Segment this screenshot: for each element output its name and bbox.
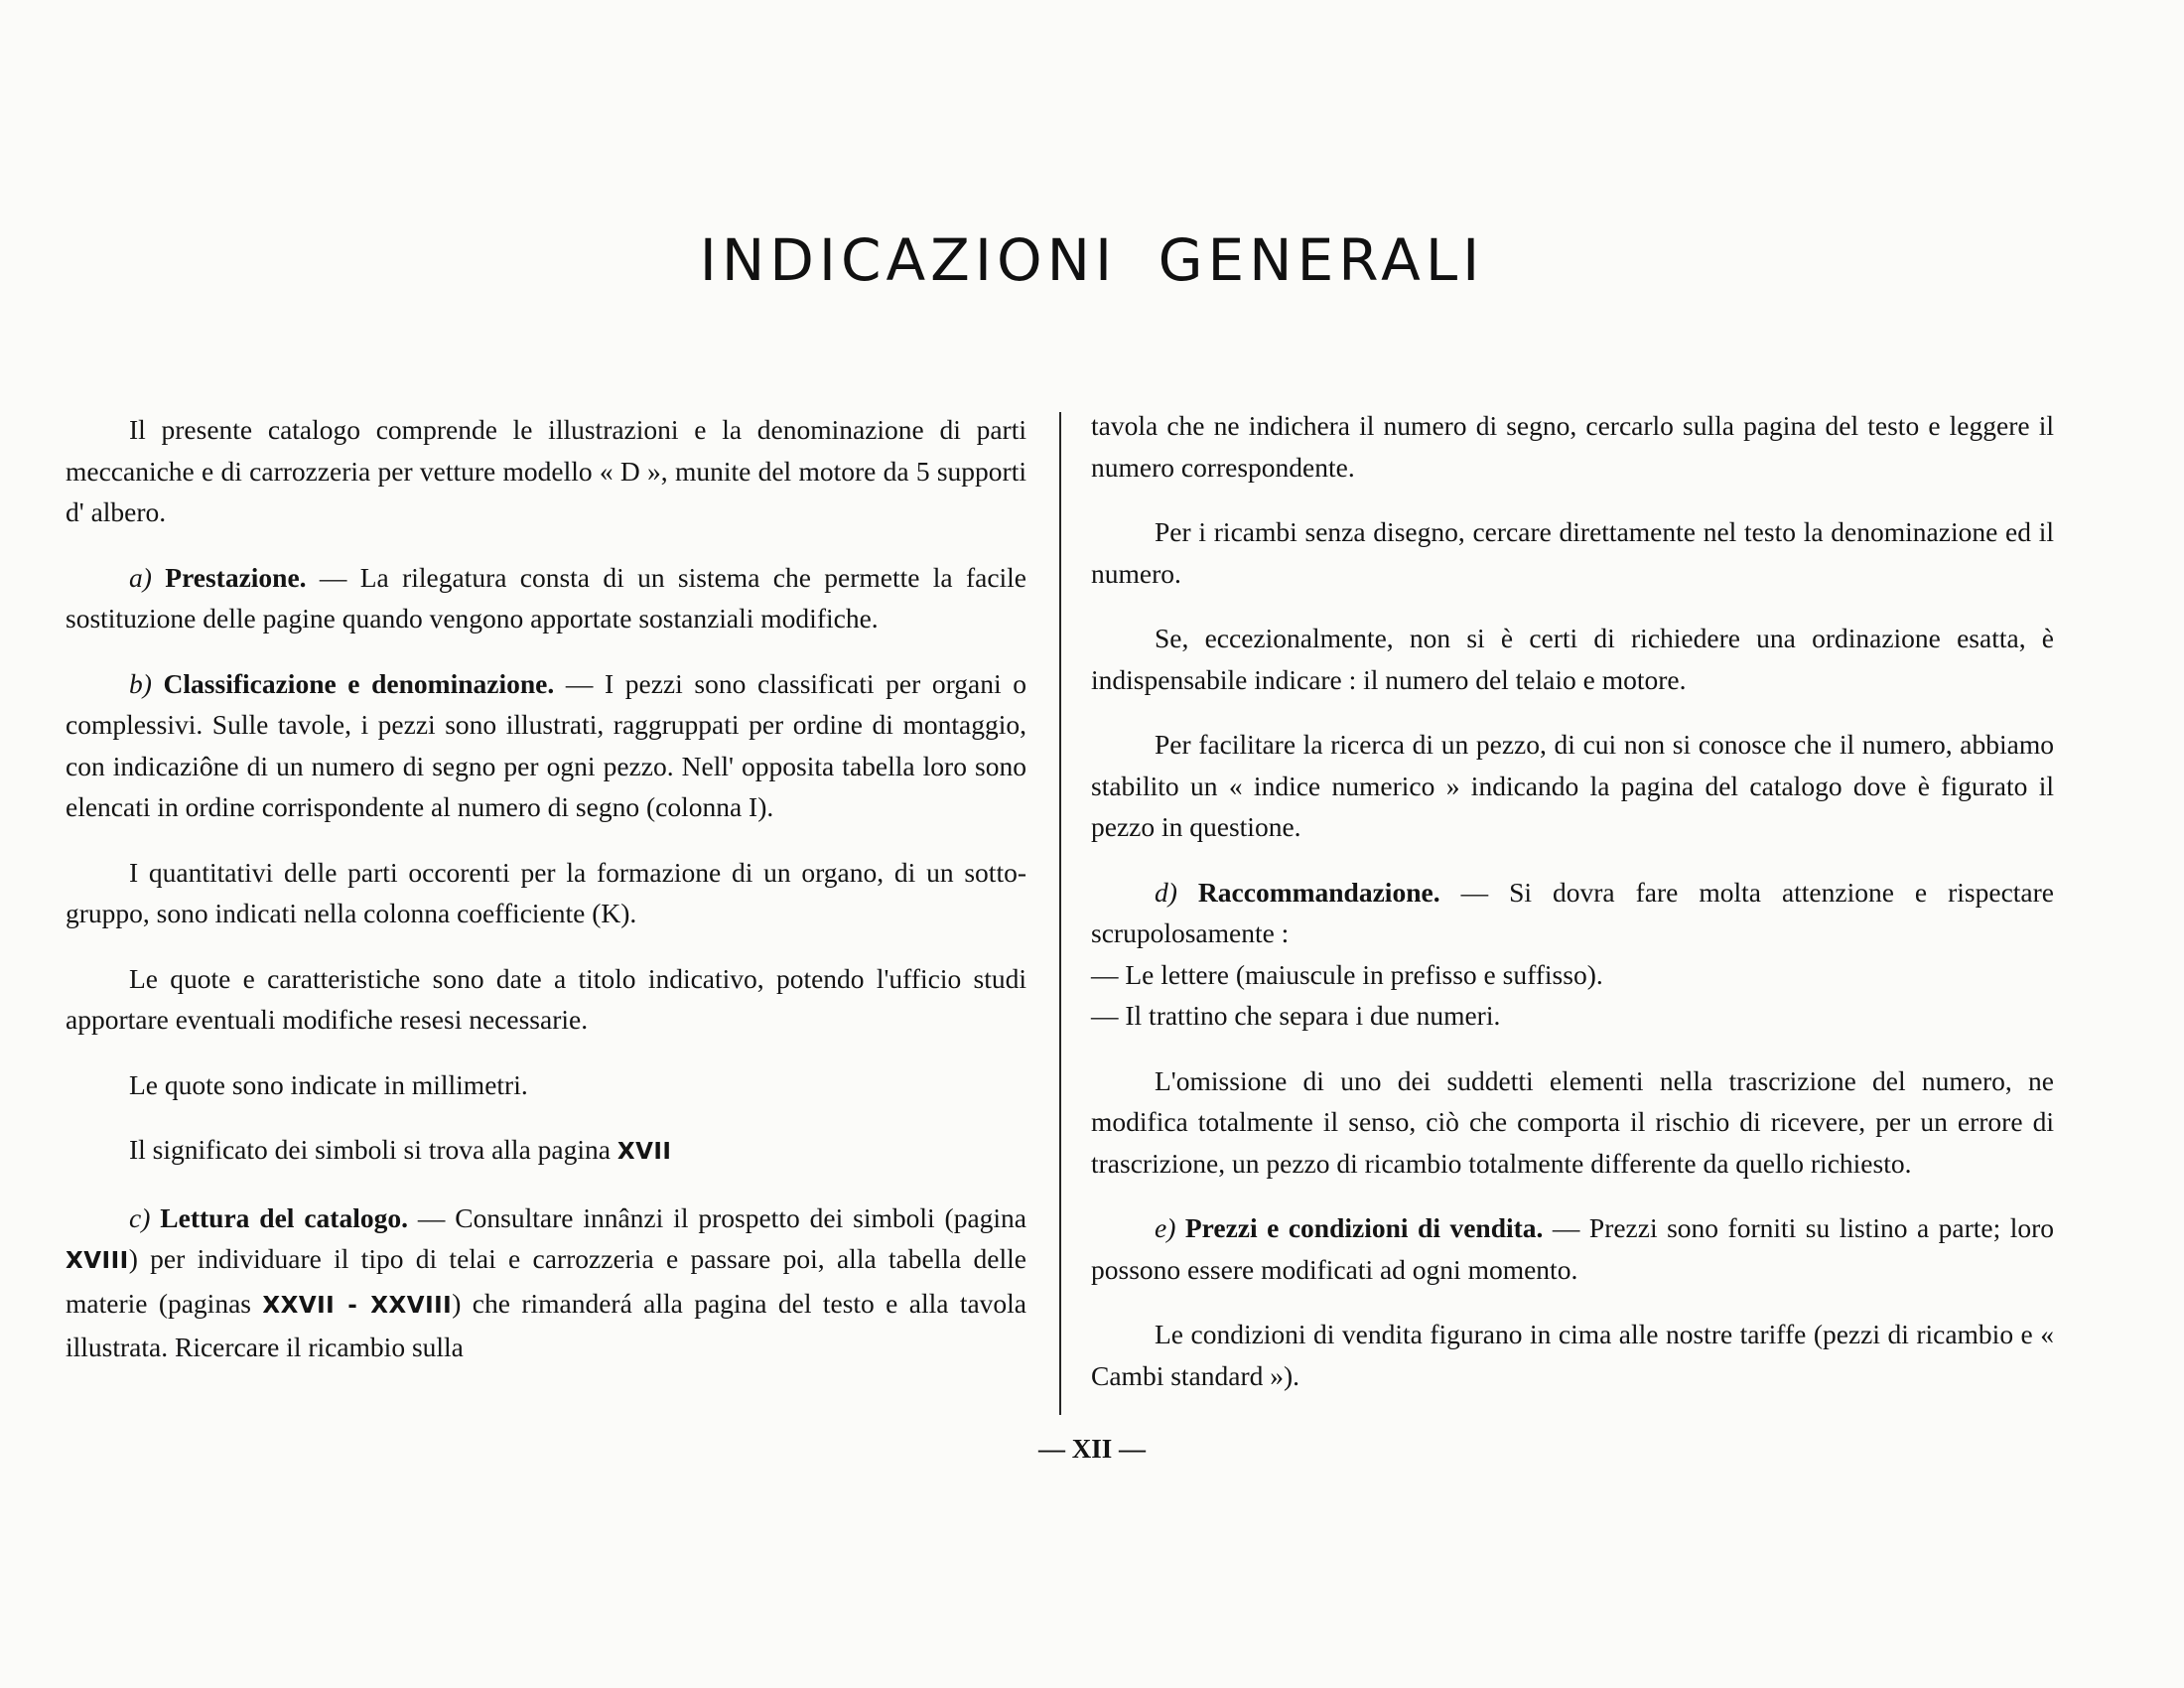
intro-paragraph: Il presente catalogo comprende le illustrazioni e la denominazione di parti meccaniche e di carrozzeria per vetture modello « D », munite del motore da 5 supporti d' albero.: [66, 414, 1026, 527]
left-column: [66, 409, 1026, 1368]
section-b-letter: b): [129, 667, 152, 699]
quantitativi-paragraph: I quantitativi delle parti occorenti per la formazione di un organo, di un sotto-gruppo, sono indicati nella colonna coefficiente (K).: [66, 856, 1026, 928]
page-number: — XII —: [1037, 1434, 1146, 1464]
section-d-item-2: — Il trattino che separa i due numeri.: [1091, 1000, 1501, 1031]
section-e-text: — Prezzi sono forniti su listino a parte; loro possono essere modificati ad ogni momento.: [1091, 1212, 2055, 1285]
facilitare-paragraph: Per facilitare la ricerca di un pezzo, di cui non si conosce che il numero, abbiamo stabilito un « indice numerico » indicando la pagina del catalogo dove è figurato il pezzo in questione.: [1091, 729, 2054, 842]
section-d-raccommandazione: [1091, 872, 2054, 954]
eccezionalmente-paragraph: Se, eccezionalmente, non si è certi di richiedere una ordinazione esatta, è indispensabile indicare : il numero del telaio e motore.: [1091, 623, 2054, 695]
section-e-prezzi: [1091, 1207, 2054, 1290]
page-title: INDICAZIONI GENERALI: [699, 226, 1485, 294]
millimetri-paragraph: Le quote sono indicate in millimetri.: [129, 1068, 528, 1100]
section-d-text: — Si dovra fare molta attenzione e rispectare scrupolosamente :: [1091, 876, 2054, 948]
omissione-paragraph: L'omissione di uno dei suddetti elementi nella trascrizione del numero, ne modifica totalmente il senso, ciò che comporta il rischio di ricevere, per un errore di trascrizione, un pezzo di ricambio totalmente differente da quello richiesto.: [1091, 1064, 2054, 1179]
section-a-prestazione: [66, 557, 1026, 639]
section-c-text-1: — Consultare innânzi il prospetto dei simboli (pagina: [407, 1201, 1026, 1233]
column-divider: [1059, 412, 1061, 1415]
quote-paragraph: Le quote e caratteristiche sono date a titolo indicativo, potendo l'ufficio studi apportare eventuali modifiche resesi necessarie.: [66, 962, 1026, 1035]
senza-disegno-paragraph: Per i ricambi senza disegno, cercare direttamente nel testo la denominazione ed il numero.: [1091, 516, 2054, 589]
section-a-text: — La rilegatura consta di un sistema che permette la facile sostituzione delle pagine quando vengono apportate sostanziali modifiche.: [66, 561, 1027, 633]
condizioni-paragraph: Le condizioni di vendita figurano in cima alle nostre tariffe (pezzi di ricambio e « Cambi standard »).: [1091, 1319, 2054, 1391]
continuation-paragraph: tavola che ne indichera il numero di segno, cercarlo sulla pagina del testo e leggere il numero correspondente.: [1091, 410, 2054, 483]
section-c-lettura: [66, 1197, 1026, 1368]
section-d-item-1: — Le lettere (maiuscule in prefisso e suffisso).: [1091, 958, 1603, 990]
simboli-text: Il significato dei simboli si trova alla pagina: [129, 1134, 617, 1165]
section-d-title: Raccommandazione.: [1197, 876, 1440, 908]
right-column: [1091, 405, 2054, 1396]
section-a-letter: a): [129, 561, 152, 593]
section-d-letter: d): [1155, 876, 1177, 908]
section-b-title: Classificazione e denominazione.: [163, 667, 555, 699]
section-c-letter: c): [129, 1201, 151, 1233]
simboli-page-ref: XVII: [616, 1139, 672, 1165]
section-c-text-3: ) che rimanderá alla pagina del testo e alla tavola illustrata. Ricercare il ricambio sulla: [66, 1287, 1027, 1362]
section-c-title: Lettura del catalogo.: [160, 1201, 408, 1233]
section-b-classificazione: [66, 663, 1026, 828]
section-c-page-ref-2: XXVII - XXVIII: [262, 1292, 453, 1319]
simboli-paragraph: [66, 1129, 1026, 1174]
section-e-letter: e): [1155, 1212, 1176, 1243]
section-c-page-ref-1: XVIII: [66, 1248, 129, 1274]
section-e-title: Prezzi e condizioni di vendita.: [1184, 1212, 1544, 1243]
section-a-title: Prestazione.: [165, 561, 307, 593]
section-b-text: — I pezzi sono classificati per organi o complessivi. Sulle tavole, i pezzi sono illustrati, raggruppati per ordine di montaggio, con indicaziône di un numero di segno per ogni pezzo. Nell' opposita tabella loro sono elencati in ordine corrispondente al numero di segno (colonna I).: [66, 667, 1027, 822]
section-c-text-2: ) per individuare il tipo di telai e carrozzeria e passare poi, alla tabella delle materie (paginas: [66, 1243, 1026, 1319]
